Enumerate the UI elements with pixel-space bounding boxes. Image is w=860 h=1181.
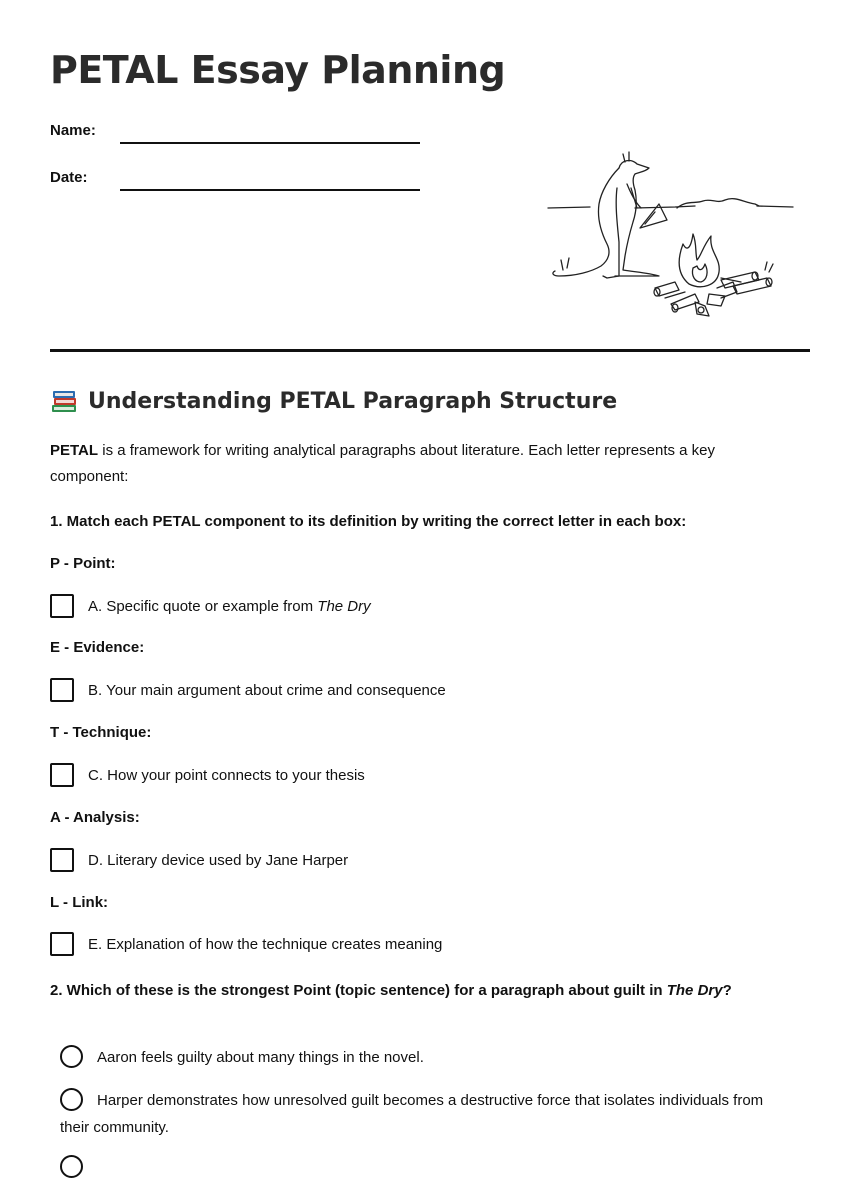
definition-text: E. Explanation of how the technique creates meaning [88, 935, 443, 953]
radio-button[interactable] [60, 1088, 83, 1111]
component-label: L - Link: [50, 894, 109, 911]
books-icon [50, 388, 78, 414]
answer-box[interactable] [50, 678, 74, 702]
answer-box[interactable] [50, 763, 74, 787]
kangaroo-campfire-illustration [545, 148, 800, 320]
section-title: Understanding PETAL Paragraph Structure [88, 388, 618, 414]
section-divider [50, 349, 810, 352]
radio-button[interactable] [60, 1155, 83, 1178]
option-text: Aaron feels guilty about many things in the novel. [97, 1049, 424, 1066]
page-title: PETAL Essay Planning [50, 48, 506, 92]
definition-text: A. Specific quote or example from The Dry [88, 597, 371, 615]
date-label: Date: [50, 169, 88, 186]
intro-text: is a framework for writing analytical paragraphs about literature. Each letter represents a key component: [50, 442, 716, 485]
match-row [50, 848, 348, 872]
answer-box[interactable] [50, 594, 74, 618]
name-label: Name: [50, 122, 96, 139]
intro-paragraph [50, 438, 790, 490]
definition-text: B. Your main argument about crime and consequence [88, 681, 446, 699]
section-heading [50, 388, 617, 414]
component-label: E - Evidence: [50, 639, 145, 656]
component-label: A - Analysis: [50, 809, 140, 826]
component-label: T - Technique: [50, 724, 152, 741]
question-1-prompt: 1. Match each PETAL component to its definition by writing the correct letter in each box: [50, 513, 687, 530]
definition-text: C. How your point connects to your thesis [88, 766, 365, 784]
option-row[interactable] [60, 1044, 790, 1071]
answer-box[interactable] [50, 932, 74, 956]
intro-bold-term: PETAL [50, 442, 99, 459]
option-text: Harper demonstrates how unresolved guilt becomes a destructive force that isolates individuals from their community. [60, 1092, 764, 1136]
component-label: P - Point: [50, 555, 116, 572]
match-row [50, 763, 365, 787]
name-field [50, 122, 96, 139]
match-row [50, 678, 446, 702]
match-row [50, 594, 371, 618]
option-row-partial[interactable] [60, 1154, 790, 1181]
name-input-line[interactable] [120, 142, 420, 144]
answer-box[interactable] [50, 848, 74, 872]
date-field [50, 169, 88, 186]
match-row [50, 932, 442, 956]
question-2-prompt: 2. Which of these is the strongest Point (topic sentence) for a paragraph about guilt in The Dry? [50, 982, 732, 999]
definition-text: D. Literary device used by Jane Harper [88, 851, 349, 869]
option-row[interactable] [60, 1087, 790, 1141]
radio-button[interactable] [60, 1045, 83, 1068]
date-input-line[interactable] [120, 189, 420, 191]
